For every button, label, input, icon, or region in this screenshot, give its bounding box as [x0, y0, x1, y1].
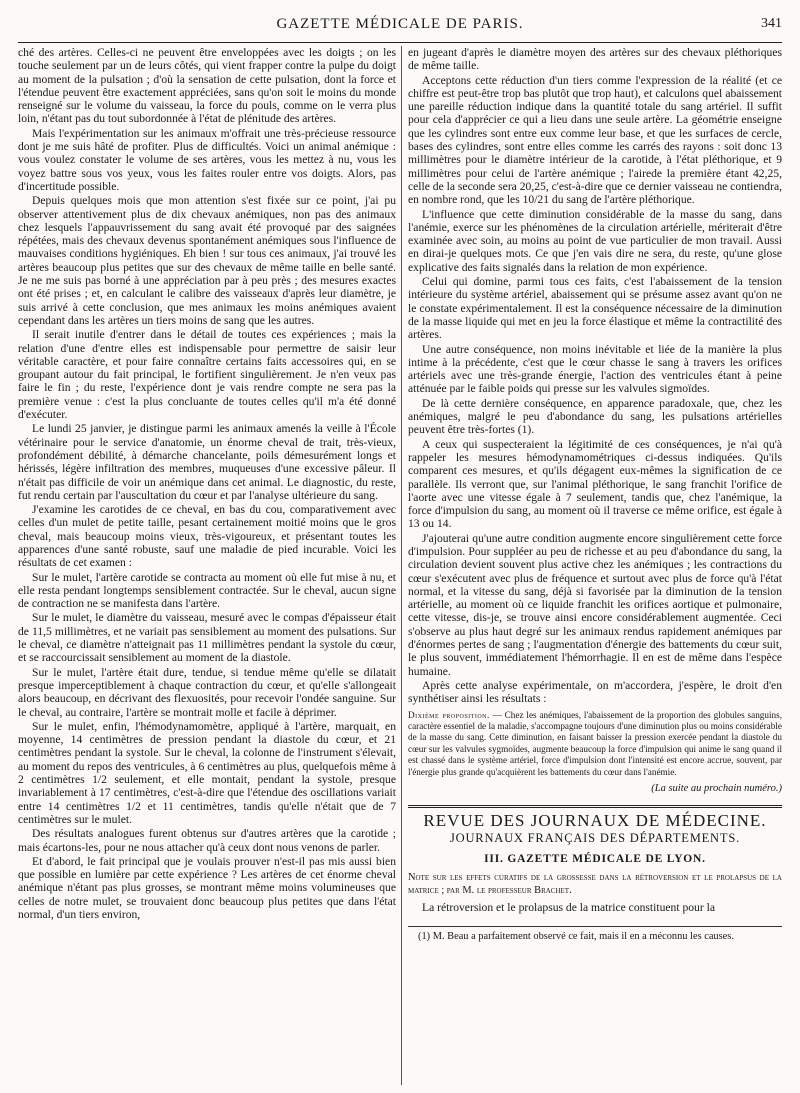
footnote: (1) M. Beau a parfaitement observé ce fait, mais il en a méconnu les causes.	[418, 931, 734, 943]
proposition-text: — Chez les anémiques, l'abaissement de la proportion des globules sanguins, caractère essentiel de la maladie, s'accompagne toujours d'une diminution plus ou moins considérable de la masse du sang. Cette diminution, en faisant baisser la pression exercée pendant la diastole du cœur sur les valvules sygmoïdes, augmente beaucoup la force d'impulsion qui anime le sang quand il est chassé dans le système artériel, force d'impulsion dont l'intensité est encore accrue, souvent, par l'énergie plus grande qu'acquièrent les battements du cœur dans l'anémie.	[408, 709, 782, 777]
paragraph: La rétroversion et le prolapsus de la matrice constituent pour la	[422, 900, 715, 914]
paragraph: A ceux qui suspecteraient la légitimité de ces conséquences, je n'ai qu'à rappeler les mesures hémodynamométriques ci-dessus indiquées. Qu'ils comparent ces mesures, et qu'ils dégagent eux-mêmes la signification de ce parallèle. Ils verront que, sur l'animal pléthorique, le sang franchit l'orifice de l'aorte avec une vitesse égale à 7 seulement, tandis que, chez l'anémique, la force d'impulsion du sang, au moment où il traverse ce même orifice, est égale à 13 ou 14.	[408, 437, 782, 531]
revue-subtitle: JOURNAUX FRANÇAIS DES DÉPARTEMENTS.	[449, 830, 741, 845]
paragraph: J'examine les carotides de ce cheval, en bas du cou, comparativement avec celles d'un mulet de petite taille, pesant certainement moitié moins que le gros cheval, mais beaucoup moins vieux, très-vigoureux, et présentant toutes les apparences d'une santé robuste, sauf une maladie de pied incurable. Voici les résultats de cet examen :	[18, 503, 396, 570]
paragraph: Sur le mulet, enfin, l'hémodynamomètre, appliqué à l'artère, marquait, en moyenne, 14 centimètres de pression pendant la diastole du cœur, et 21 centimètres pendant la systole. Sur le cheval, la colonne de l'instrument s'élevait, au moment du repos des ventricules, à 6 centimètres au plus, quelquefois même à 2 centimètres 1/2 seulement, et elle montait, pendant la systole, presque invariablement à 17 centimètres, c'est-à-dire que l'étendue des oscillations variait entre 14 centimètres 1/2 et 11 centimètres, tandis qu'elle n'était que de 7 centimètres sur le mulet.	[18, 719, 396, 826]
paragraph: Sur le mulet, le diamètre du vaisseau, mesuré avec le compas d'épaisseur était de 11,5 millimètres, et ne variait pas sensiblement au moment des pulsations. Sur le cheval, ce diamètre n'atteignait pas 11 millimètres pendant la systole du cœur, et se raccourcissait sensiblement au moment de la diastole.	[18, 611, 396, 665]
paragraph: Il serait inutile d'entrer dans le détail de toutes ces expériences ; mais la relation d'une d'entre elles est indispensable pour permettre de saisir leur véritable caractère, et pour faire connaître certains faits accessoires qui, en se groupant autour du fait principal, le fortifient singulièrement. Je n'en veux pas faire le fin ; du reste, l'expérience dont je vais rendre compte ne sera pas la première venue : c'est la plus concluante de toutes celles qu'il m'a été donné d'exécuter.	[18, 328, 396, 422]
paragraph: Le lundi 25 janvier, je distingue parmi les animaux amenés la veille à l'École vétérinaire pour le service d'anatomie, un énorme cheval de trait, très-vieux, profondément débilité, à démarche chancelante, poils démesurément longs et hérissés, légère infiltration des membres, muqueuses d'une excessive pâleur. Il n'était pas difficile de voir un anémique dans cet animal. Le diagnostic, du reste, fut rendu certain par l'auscultation du cœur et par l'analyse ultérieure du sang.	[18, 422, 396, 502]
paragraph: ché des artères. Celles-ci ne peuvent être enveloppées avec les doigts ; on les touche seulement par un de leurs côtés, qui vient frapper contre la pulpe du doigt au moment de la pulsation ; d'où la sensation de cette pulsation, dont la force et l'étendue peuvent être exactement appréciées, sans qu'on soit le moins du monde renseigné sur le volume du vaisseau, la force du pouls, comme on le verra plus loin, n'étant pas du tout subordonnée à l'état de plénitude des artères.	[18, 46, 396, 126]
paragraph: Après cette analyse expérimentale, on m'accordera, j'espère, le droit d'en synthétiser ainsi les résultats :	[408, 678, 782, 706]
footnote-divider	[408, 926, 782, 927]
journal-title: GAZETTE MÉDICALE DE PARIS.	[276, 16, 524, 32]
paragraph: Celui qui domine, parmi tous ces faits, c'est l'abaissement de la tension intérieure du système artériel, abaissement qui se présume assez avant qu'on ne le constate expérimentalement. Il est la conséquence nécessaire de la diminution de la masse liquide qui met en jeu la force élastique et même la contractilité des artères.	[408, 275, 782, 342]
proposition-lead: Dixième proposition.	[408, 709, 490, 720]
paragraph: De là cette dernière conséquence, en apparence paradoxale, que, chez les anémiques, malgré le peu d'abondance du sang, les pulsations artérielles peuvent être très-fortes (1).	[408, 396, 782, 437]
paragraph: Des résultats analogues furent obtenus sur d'autres artères que la carotide ; mais écartons-les, pour ne nous attacher qu'à ceux dont nous venons de parler.	[18, 827, 396, 854]
section-divider	[408, 805, 782, 808]
paragraph: Acceptons cette réduction d'un tiers comme l'expression de la réalité (et ce chiffre est peut-être trop bas plutôt que trop haut), et calculons quel abaissement une pareille réduction indique dans la quantité totale du sang artériel. Il suffit pour cela d'apprécier ce qui a lieu dans une seule artère. La géométrie enseigne que les cylindres sont entre eux comme leur base, et que les surfaces de cercle, bases des cylindres, sont entre elles comme les carrés des rayons : soit donc 13 millimètres pour le diamètre intérieur de la carotide, à l'état pléthorique, et 9 millimètres pour celui de l'artère anémique ; l'airede la première étant 42,25, celle de la seconde sera 20,25, c'est-à-dire que ce dernier vaisseau ne contiendra, en nombre rond, que les 10/21 du sang de l'artère pléthorique.	[408, 73, 782, 207]
paragraph: J'ajouterai qu'une autre condition augmente encore singulièrement cette force d'impulsion. Pour suppléer au peu de richesse et au peu d'abondance du sang, la circulation devient souvent plus active chez les anémiques ; les contractions du cœur s'exécutent avec plus de fréquence et surtout avec plus de force qu'à l'état normal, et la vitesse du sang, déjà si favorisée par la diminution de la tension artérielle, au moment où ce liquide franchit les orifices aortique et pulmonaire, cette vitesse, dis-je, se trouve ainsi encore considérablement augmentée. Ceci s'observe au plus haut degré sur les animaux rendus rapidement anémiques par d'énormes pertes de sang ; l'augmentation d'énergie des battements du cœur suit, le plus souvent, immédiatement l'hémorrhagie. Il en est de même dans l'espèce humaine.	[408, 531, 782, 678]
paragraph: Sur le mulet, l'artère était dure, tendue, si tendue même qu'elle se dilatait presque imperceptiblement à chaque contraction du cœur, et qu'elle s'allongeait alors beaucoup, en décrivant des flexuosités, pour recevoir l'ondée sanguine. Sur le cheval, au contraire, l'artère se montrait molle et facile à déprimer.	[18, 665, 396, 719]
right-column	[408, 46, 782, 1085]
page-header	[18, 12, 782, 43]
proposition-block	[408, 710, 782, 778]
page-number: 341	[761, 16, 782, 31]
paragraph: Mais l'expérimentation sur les animaux m'offrait une très-précieuse ressource dont je me suis hâté de profiter. Plus de difficultés. Voici un animal anémique : vous voulez constater le volume de ses artères, vous les mettez à nu, vous les voyez battre sous vos yeux, vous les faites rouler entre vos doigts. Alors, pas d'incertitude possible.	[18, 126, 396, 193]
paragraph: Sur le mulet, l'artère carotide se contracta au moment où elle fut mise à nu, et elle resta pendant longtemps sensiblement contractée. Sur le cheval, aucun signe de contraction ne se manifesta dans l'artère.	[18, 570, 396, 611]
revue-title: REVUE DES JOURNAUX DE MÉDECINE.	[423, 811, 767, 831]
section-heading: III. GAZETTE MÉDICALE DE LYON.	[484, 852, 706, 865]
paragraph: L'influence que cette diminution considérable de la masse du sang, dans l'anémie, exerce sur les phénomènes de la circulation artérielle, mériterait d'être examinée avec soin, au moins au point de vue particulier de mon travail. Aussi en dirai-je quelques mots. Ce que j'en vais dire ne sera, du reste, qu'une glose explicative des faits signalés dans la relation de mon expérience.	[408, 207, 782, 274]
left-column	[18, 46, 396, 1085]
column-divider	[401, 46, 402, 1085]
paragraph: en jugeant d'après le diamètre moyen des artères sur des chevaux pléthoriques de même taille.	[408, 46, 782, 73]
article-title: Note sur les effets curatifs de la grossesse dans la rétroversion et le prolapsus de la matrice ; par M. le professeur Brachet.	[408, 872, 782, 896]
paragraph: Une autre conséquence, non moins inévitable et liée de la manière la plus intime à la précédente, c'est que le cœur chasse le sang à travers les orifices artériels avec une très-grande énergie, l'action des ventricules étant à peine atténuée par le faible poids qui presse sur les valvules sigmoïdes.	[408, 342, 782, 396]
continued-note: (La suite au prochain numéro.)	[651, 782, 782, 794]
paragraph: Depuis quelques mois que mon attention s'est fixée sur ce point, j'ai pu observer attentivement plus de dix chevaux anémiques, non pas des animaux chez lesquels l'appauvrissement du sang avait été provoqué par des saignées répétées, mais des chevaux devenus spontanément anémiques sous l'influence de mauvaises conditions hygiéniques. Eh bien ! sur tous ces animaux, j'ai trouvé les artères beaucoup plus petites que sur des chevaux de même taille en belle santé. Je ne me suis pas borné à une appréciation par à peu près ; des mesures exactes ont été prises ; et, en calculant le calibre des vaisseaux d'après leur diamètre, je suis arrivé à cette conclusion, que mes animaux les moins anémiques avaient cependant dans les artères un tiers moins de sang que les autres.	[18, 194, 396, 327]
paragraph: Et d'abord, le fait principal que je voulais prouver n'est-il pas mis aussi bien que possible en lumière par cette expérience ? Les artères de cet énorme cheval anémique n'étant pas plus grosses, se montrant même moins volumineuses que celles de notre mulet, se trouvaient donc beaucoup plus petites que dans l'état normal, d'un tiers environ,	[18, 854, 396, 921]
